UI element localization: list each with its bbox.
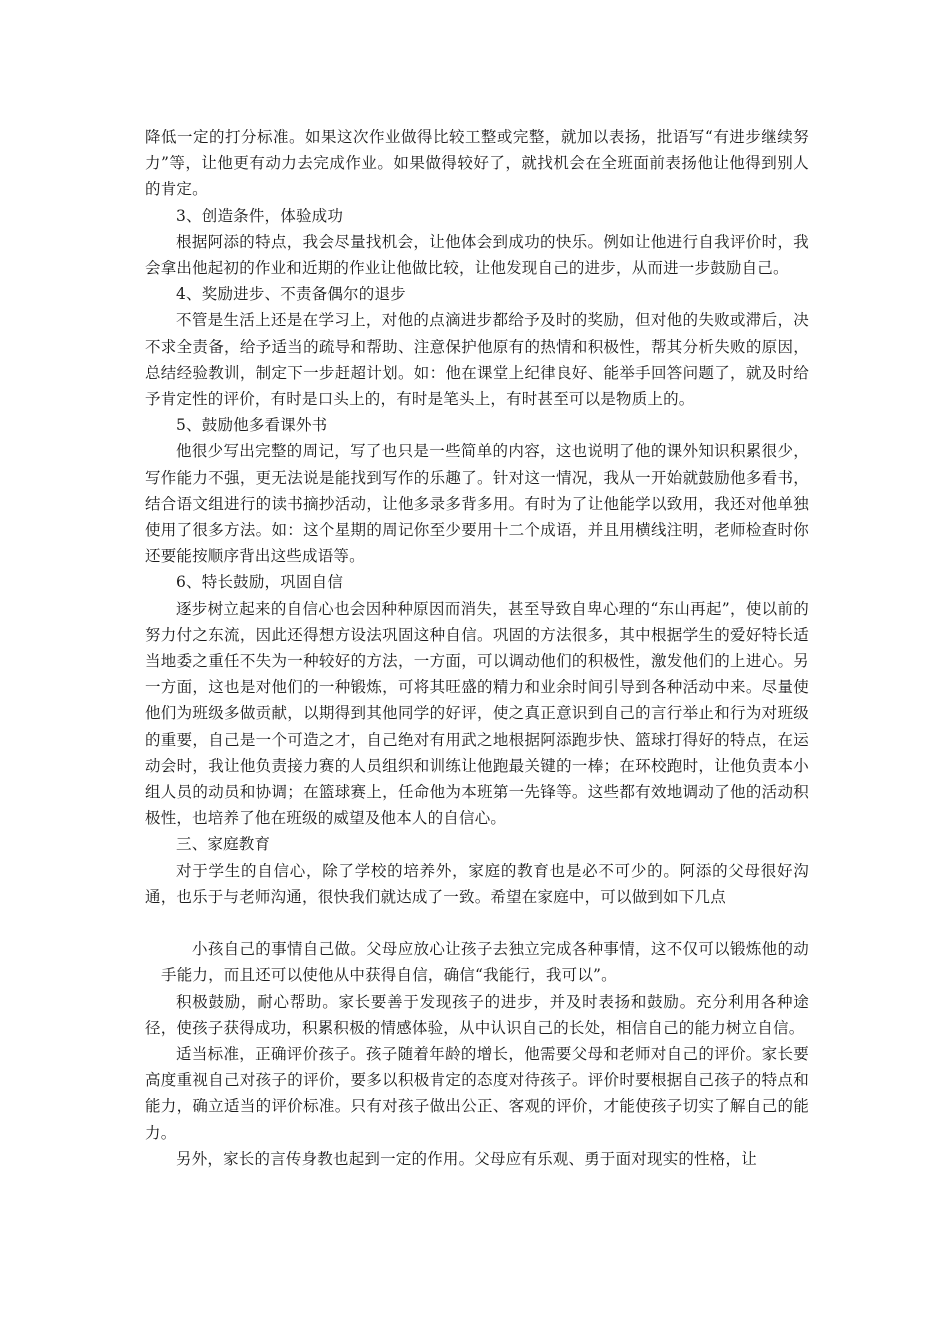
section-heading-5: 5、鼓励他多看课外书	[176, 416, 328, 435]
paragraph: 另外，家长的言传身教也起到一定的作用。父母应有乐观、勇于面对现实的性格，让	[176, 1149, 757, 1168]
section-heading-4: 4、奖励进步、不责备偶尔的退步	[176, 285, 406, 304]
paragraph: 小孩自己的事情自己做。父母应放心让孩子去独立完成各种事情，这不仅可以锻炼他的动手能力，而且还可以使他从中获得自信，确信“我能行，我可以”。	[161, 940, 809, 985]
section-heading-3: 3、创造条件，体验成功	[176, 206, 344, 225]
paragraph: 根据阿添的特点，我会尽量找机会，让他体会到成功的快乐。例如让他进行自我评价时，我会拿出他起初的作业和近期的作业让他做比较，让他发现自己的进步，从而进一步鼓励自己。	[145, 232, 809, 278]
paragraph: 他很少写出完整的周记，写了也只是一些简单的内容，这也说明了他的课外知识积累很少，写作能力不强，更无法说是能找到写作的乐趣了。针对这一情况，我从一开始就鼓励他多看书，结合语文组进行的读书摘抄活动，让他多录多背多用。有时为了让他能学以致用，我还对他单独使用了很多方法。如：这个星期的周记你至少要用十二个成语，并且用横线注明，老师检查时你还要能按顺序背出这些成语等。	[145, 442, 809, 566]
section-heading-6: 6、特长鼓励，巩固自信	[176, 573, 344, 592]
paragraph: 对于学生的自信心，除了学校的培养外，家庭的教育也是必不可少的。阿添的父母很好沟通，也乐于与老师沟通，很快我们就达成了一致。希望在家庭中，可以做到如下几点	[145, 861, 809, 906]
paragraph-continuation: 降低一定的打分标准。如果这次作业做得比较工整或完整，就加以表扬，批语写“有进步继续努力”等，让他更有动力去完成作业。如果做得较好了，就找机会在全班面前表扬他让他得到别人的肯定。	[145, 128, 809, 199]
paragraph: 积极鼓励，耐心帮助。家长要善于发现孩子的进步，并及时表扬和鼓励。充分利用各种途径，使孩子获得成功，积累积极的情感体验，从中认识自己的长处，相信自己的能力树立自信。	[145, 992, 809, 1037]
paragraph: 逐步树立起来的自信心也会因种种原因而消失，甚至导致自卑心理的“东山再起”，使以前的努力付之东流，因此还得想方设法巩固这种自信。巩固的方法很多，其中根据学生的爱好特长适当地委之重任不失为一种较好的方法，一方面，可以调动他们的积极性，激发他们的上进心。另一方面，这也是对他们的一种锻炼，可将其旺盛的精力和业余时间引导到各种活动中来。尽量使他们为班级多做贡献，以期得到其他同学的好评，使之真正意识到自己的言行举止和行为对班级的重要，自己是一个可造之才，自己绝对有用武之地根据阿添跑步快、篮球打得好的特点，在运动会时，我让他负责接力赛的人员组织和训练让他跑最关键的一棒；在环校跑时，让他负责本小组人员的动员和协调；在篮球赛上，任命他为本班第一先锋等。这些都有效地调动了他的活动积极性，也培养了他在班级的威望及他本人的自信心。	[145, 599, 809, 828]
document-body	[145, 124, 809, 1172]
paragraph: 不管是生活上还是在学习上，对他的点滴进步都给予及时的奖励，但对他的失败或滞后，决不求全责备，给予适当的疏导和帮助、注意保护他原有的热情和积极性，帮其分析失败的原因，总结经验教训，制定下一步赶超计划。如：他在课堂上纪律良好、能举手回答问题了，就及时给予肯定性的评价，有时是口头上的，有时是笔头上，有时甚至可以是物质上的。	[145, 311, 809, 409]
section-heading-family-education: 三、家庭教育	[176, 835, 271, 854]
blank-line	[145, 910, 809, 936]
paragraph: 适当标准，正确评价孩子。孩子随着年龄的增长，他需要父母和老师对自己的评价。家长要高度重视自己对孩子的评价，要多以积极肯定的态度对待孩子。评价时要根据自己孩子的特点和能力，确立适当的评价标准。只有对孩子做出公正、客观的评价，才能使孩子切实了解自己的能力。	[145, 1044, 809, 1142]
